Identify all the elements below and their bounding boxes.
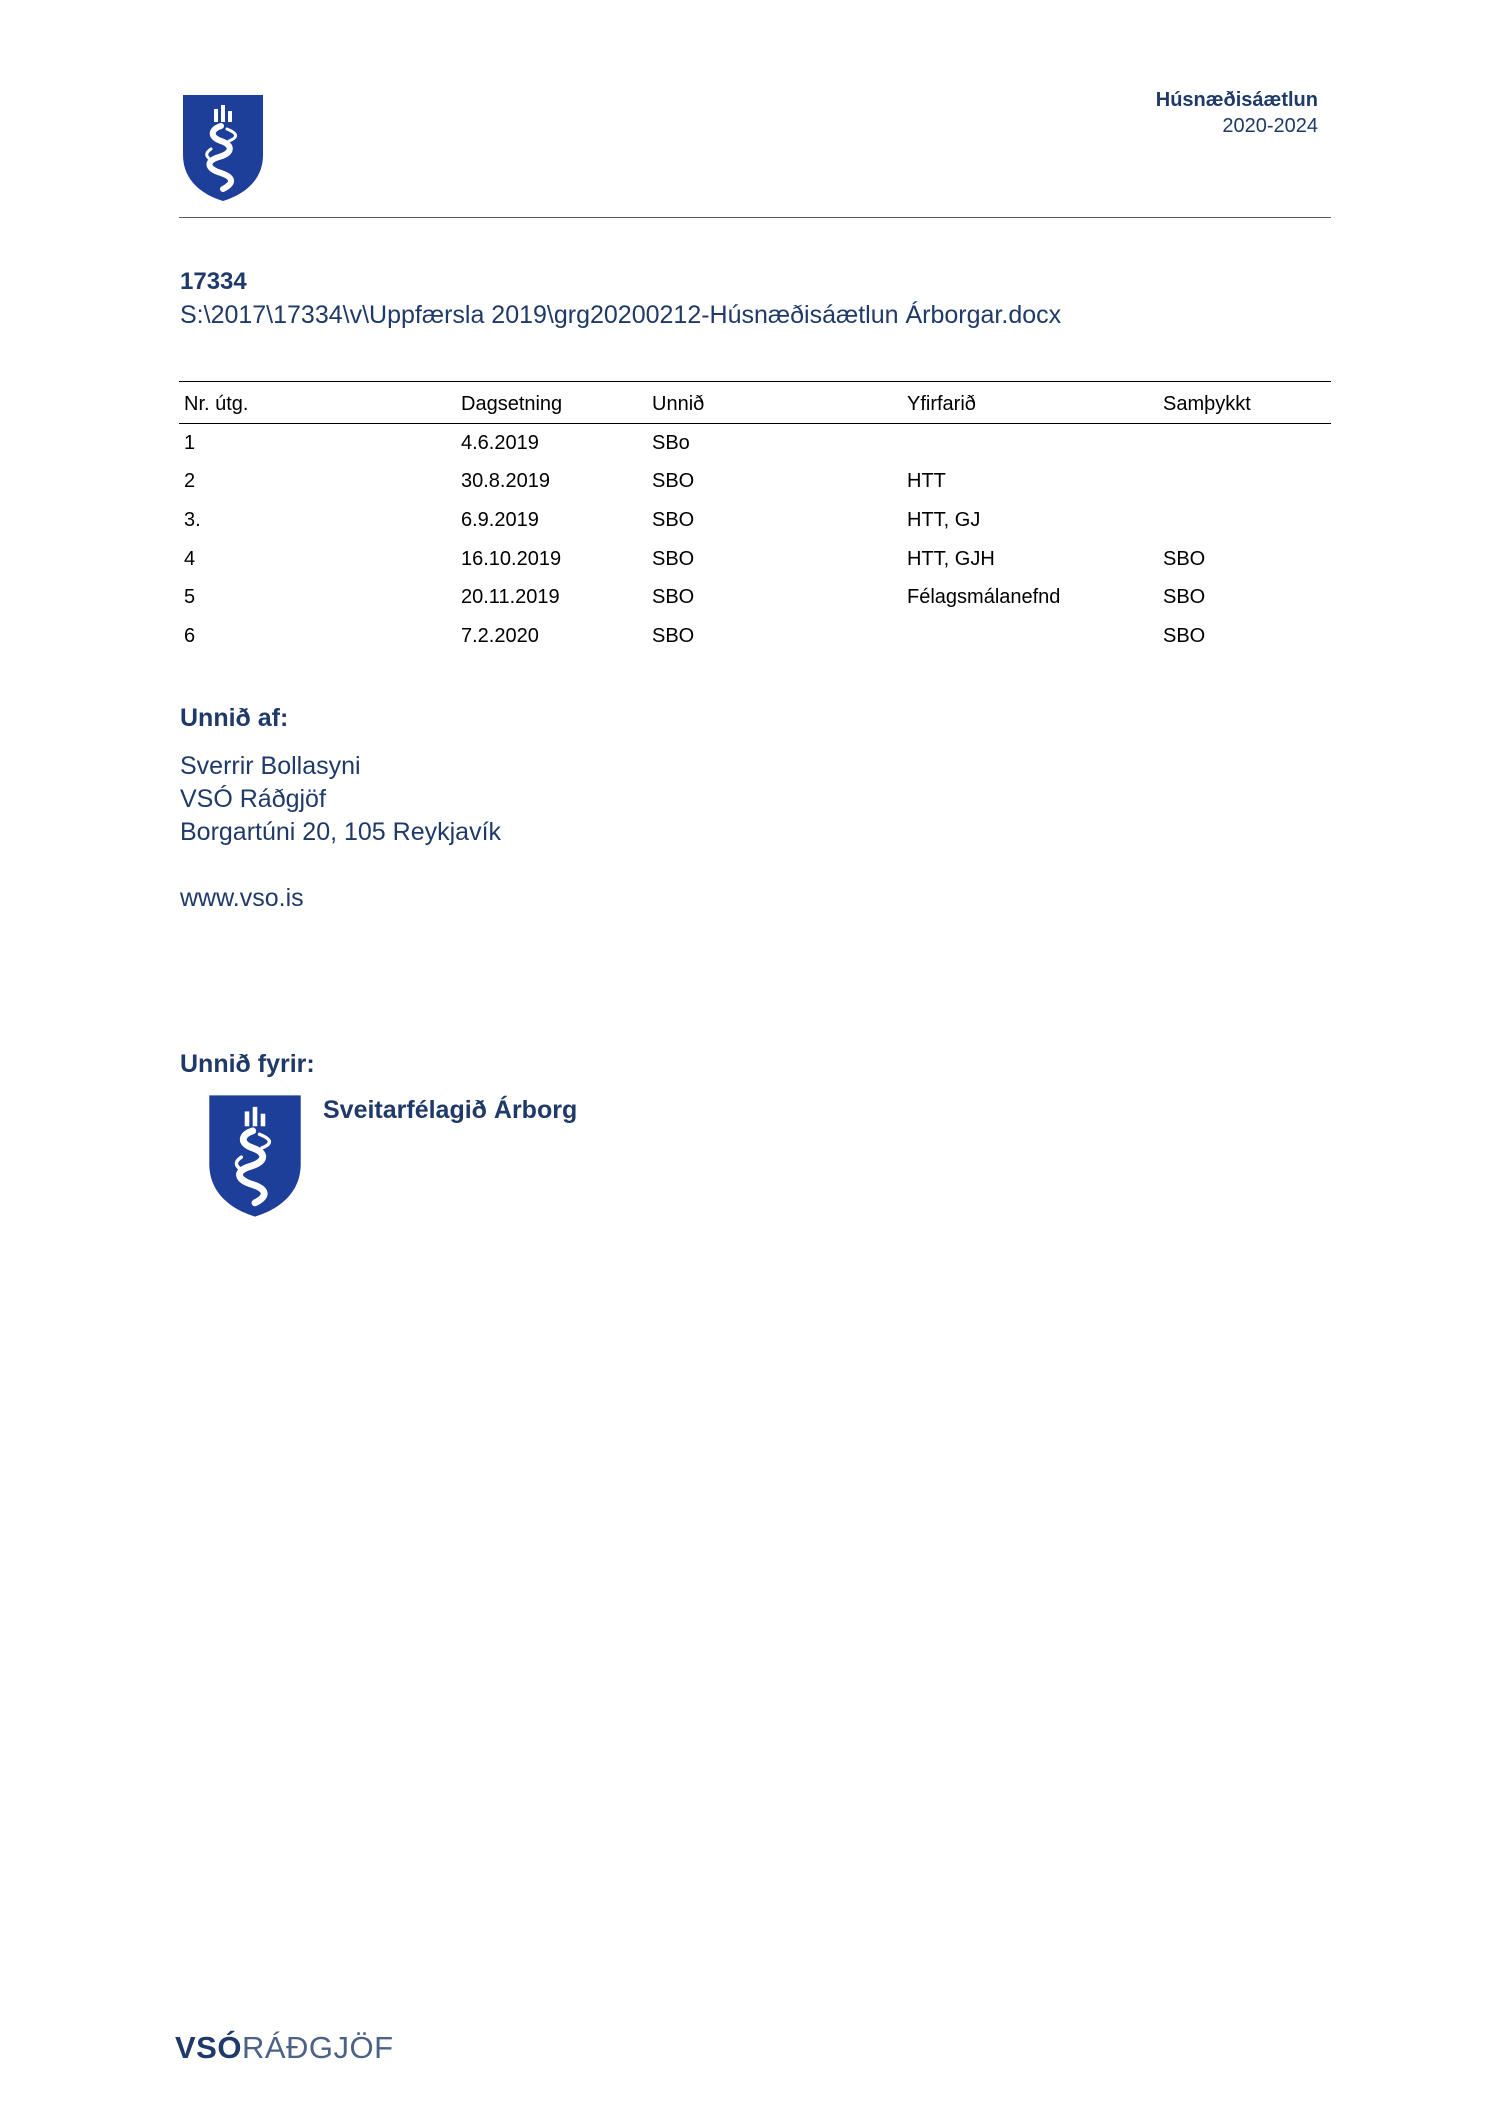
document-years: 2020-2024	[1222, 115, 1318, 137]
table-cell: SBO	[652, 547, 695, 570]
table-cell: 16.10.2019	[461, 547, 562, 570]
table-cell: 4.6.2019	[461, 431, 539, 454]
table-cell: Félagsmálanefnd	[907, 586, 1061, 609]
table-cell: 6.9.2019	[461, 508, 539, 531]
table-cell: 2	[184, 470, 196, 493]
table-cell: SBO	[652, 586, 695, 609]
file-path: S:\2017\17334\v\Uppfærsla 2019\grg20200212-Húsnæðisáætlun Árborgar.docx	[180, 301, 1062, 329]
table-cell: SBO	[1163, 586, 1206, 609]
vso-footer-logo	[175, 2030, 394, 2066]
table-cell	[1158, 501, 1331, 540]
column-header-reviewed: Yfirfarið	[902, 382, 1158, 424]
table-row	[179, 617, 1331, 656]
revision-table-header	[179, 382, 1331, 424]
table-cell: SBo	[652, 431, 690, 454]
table-cell: SBO	[652, 508, 695, 531]
document-header	[1156, 87, 1318, 139]
table-cell	[902, 617, 1158, 656]
table-cell	[1158, 424, 1331, 463]
table-cell: SBO	[1163, 547, 1206, 570]
table-cell: SBO	[1163, 624, 1206, 647]
website-link[interactable]: www.vso.is	[180, 884, 304, 912]
table-cell: 7.2.2020	[461, 624, 539, 647]
table-cell: HTT, GJH	[907, 547, 995, 570]
column-header-approved: Samþykkt	[1158, 382, 1331, 424]
table-cell: 6	[184, 624, 196, 647]
project-number: 17334	[180, 268, 247, 295]
column-header-date: Dagsetning	[456, 382, 647, 424]
table-row	[179, 501, 1331, 540]
table-row	[179, 424, 1331, 463]
prepared-by-address	[180, 750, 501, 849]
table-cell	[1158, 463, 1331, 502]
table-cell: 1	[184, 431, 196, 454]
author-name: Sverrir Bollasyni	[180, 752, 361, 780]
prepared-for-heading: Unnið fyrir:	[180, 1050, 315, 1078]
table-row	[179, 578, 1331, 617]
table-cell	[902, 424, 1158, 463]
arborg-crest-icon	[181, 93, 265, 203]
street-address: Borgartúni 20, 105 Reykjavík	[180, 818, 502, 846]
header-divider	[179, 217, 1331, 218]
table-cell: 5	[184, 586, 196, 609]
table-cell: 4	[184, 547, 196, 570]
table-cell: SBO	[652, 470, 695, 493]
table-cell: 30.8.2019	[461, 470, 550, 493]
column-header-prepared: Unnið	[647, 382, 902, 424]
table-cell: 3.	[184, 508, 201, 531]
table-cell: HTT, GJ	[907, 508, 981, 531]
revision-table	[179, 381, 1331, 656]
company-name: VSÓ Ráðgjöf	[180, 785, 326, 813]
table-row	[179, 463, 1331, 502]
arborg-crest-icon	[207, 1093, 303, 1219]
prepared-by-heading: Unnið af:	[180, 704, 289, 732]
client-name: Sveitarfélagið Árborg	[323, 1096, 578, 1124]
column-header-version: Nr. útg.	[179, 382, 456, 424]
table-row	[179, 540, 1331, 579]
footer-logo-radgjof: RÁÐGJÖF	[241, 2030, 394, 2065]
table-cell: SBO	[652, 624, 695, 647]
table-cell: 20.11.2019	[461, 586, 560, 609]
footer-logo-vso: VSÓ	[175, 2030, 242, 2065]
document-title: Húsnæðisáætlun	[1155, 89, 1318, 111]
table-cell: HTT	[907, 470, 946, 493]
